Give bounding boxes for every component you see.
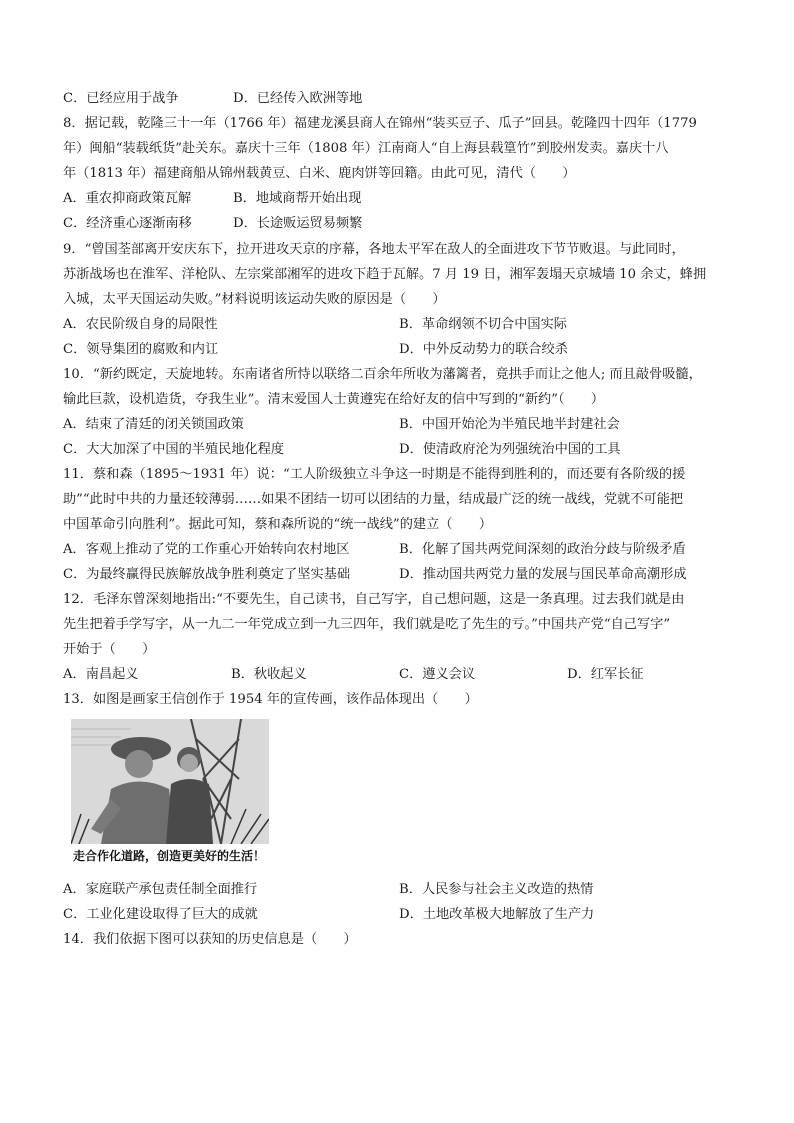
q12-option-a[interactable]: A．南昌起义 [63, 667, 139, 682]
q10-option-c[interactable]: C．大大加深了中国的半殖民地化程度 [63, 442, 285, 457]
q13-stem-line-1: 13．如图是画家王信创作于 1954 年的宣传画，该作品体现出（ ） [63, 692, 478, 707]
q13-option-c[interactable]: C．工业化建设取得了巨大的成就 [63, 907, 258, 922]
q13-option-a[interactable]: A．家庭联产承包责任制全面推行 [63, 882, 258, 897]
q9-option-c[interactable]: C．领导集团的腐败和内讧 [63, 342, 219, 357]
q9-stem-line-3: 入城，太平天国运动失败。”材料说明该运动失败的原因是（ ） [63, 292, 446, 307]
q9-option-b[interactable]: B．革命纲领不切合中国实际 [399, 317, 567, 332]
q11-option-b[interactable]: B．化解了国共两党间深刻的政治分歧与阶级矛盾 [399, 542, 686, 557]
q8-option-b[interactable]: B．地域商帮开始出现 [233, 191, 362, 206]
q8-stem-line-2: 年）闽船“装载纸货”赴关东。嘉庆十三年（1808 年）江南商人“自上海县载篁竹”到胶州发卖。嘉庆十八 [63, 141, 669, 156]
q11-option-d[interactable]: D．推动国共两党力量的发展与国民革命高潮形成 [399, 567, 687, 582]
q12-option-b[interactable]: B．秋收起义 [231, 667, 307, 682]
q10-option-d[interactable]: D．使清政府沦为列强统治中国的工具 [399, 442, 621, 457]
q11-stem-line-1: 11．蔡和森（1895～1931 年）说：“工人阶级独立斗争这一时期是不能得到胜利的，而还要有各阶级的援 [63, 467, 686, 482]
q10-stem-line-1: 10．“新约既定，天旋地转。东南诸省所恃以联络二百余年所收为藩篱者，竟拱手而让之他人; 而且敲骨吸髓， [63, 367, 702, 382]
q8-stem-line-3: 年（1813 年）福建商船从锦州载黄豆、白米、鹿肉饼等回籍。由此可见，清代（ ） [63, 166, 576, 181]
q12-option-c[interactable]: C．遵义会议 [399, 667, 476, 682]
q8-option-c[interactable]: C．经济重心逐渐南移 [63, 216, 192, 231]
q13-option-d[interactable]: D．土地改革极大地解放了生产力 [399, 907, 595, 922]
q7-option-c[interactable]: C．已经应用于战争 [63, 91, 179, 106]
q12-stem-line-2: 先生把着手学写字，从一九二一年党成立到一九三四年，我们就是吃了先生的亏。”中国共产党“自己写字” [63, 617, 671, 632]
q9-option-a[interactable]: A．农民阶级自身的局限性 [63, 317, 218, 332]
poster-illustration [71, 719, 269, 844]
q9-option-d[interactable]: D．中外反动势力的联合绞杀 [399, 342, 568, 357]
q11-stem-line-2: 助”“此时中共的力量还较薄弱……如果不团结一切可以团结的力量，结成最广泛的统一战线，党就不可能把 [63, 492, 684, 507]
q11-option-c[interactable]: C．为最终赢得民族解放战争胜利奠定了坚实基础 [63, 567, 351, 582]
q10-option-b[interactable]: B．中国开始沦为半殖民地半封建社会 [399, 417, 620, 432]
q7-option-d[interactable]: D．已经传入欧洲等地 [233, 91, 363, 106]
q11-option-a[interactable]: A．客观上推动了党的工作重心开始转向农村地区 [63, 542, 350, 557]
poster-caption: 走合作化道路，创造更美好的生活！ [71, 844, 269, 868]
q12-stem-line-3: 开始于（ ） [63, 642, 156, 657]
q10-option-a[interactable]: A．结束了清廷的闭关锁国政策 [63, 417, 244, 432]
q8-stem-line-1: 8．据记载，乾隆三十一年（1766 年）福建龙溪县商人在锦州“装买豆子、瓜子”回县。乾隆四十四年（1779 [63, 116, 697, 131]
q8-option-a[interactable]: A．重农抑商政策瓦解 [63, 191, 192, 206]
q8-option-d[interactable]: D．长途贩运贸易频繁 [233, 216, 363, 231]
q12-stem-line-1: 12．毛泽东曾深刻地指出:“不要先生，自己读书，自己写字，自己想问题，这是一条真理。过去我们就是由 [63, 592, 685, 607]
q9-stem-line-2: 苏浙战场也在淮军、洋枪队、左宗棠部湘军的进攻下趋于瓦解。7 月 19 日，湘军轰塌天京城墙 10 余丈，蜂拥 [63, 267, 707, 282]
q12-option-d[interactable]: D．红军长征 [567, 667, 644, 682]
q11-stem-line-3: 中国革命引向胜利”。据此可知，蔡和森所说的“统一战线”的建立（ ） [63, 517, 493, 532]
propaganda-poster-image [71, 719, 269, 868]
q9-stem-line-1: 9．“曾国荃部离开安庆东下，拉开进攻天京的序幕，各地太平军在敌人的全面进攻下节节败退。与此同时， [63, 242, 685, 257]
q10-stem-line-2: 输此巨款，设机造货，夺我生业”。清末爱国人士黄遵宪在给好友的信中写到的“新约”（ ） [63, 392, 605, 407]
q13-option-b[interactable]: B．人民参与社会主义改造的热情 [399, 882, 594, 897]
q14-stem-line-1: 14．我们依据下图可以获知的历史信息是（ ） [63, 932, 357, 947]
